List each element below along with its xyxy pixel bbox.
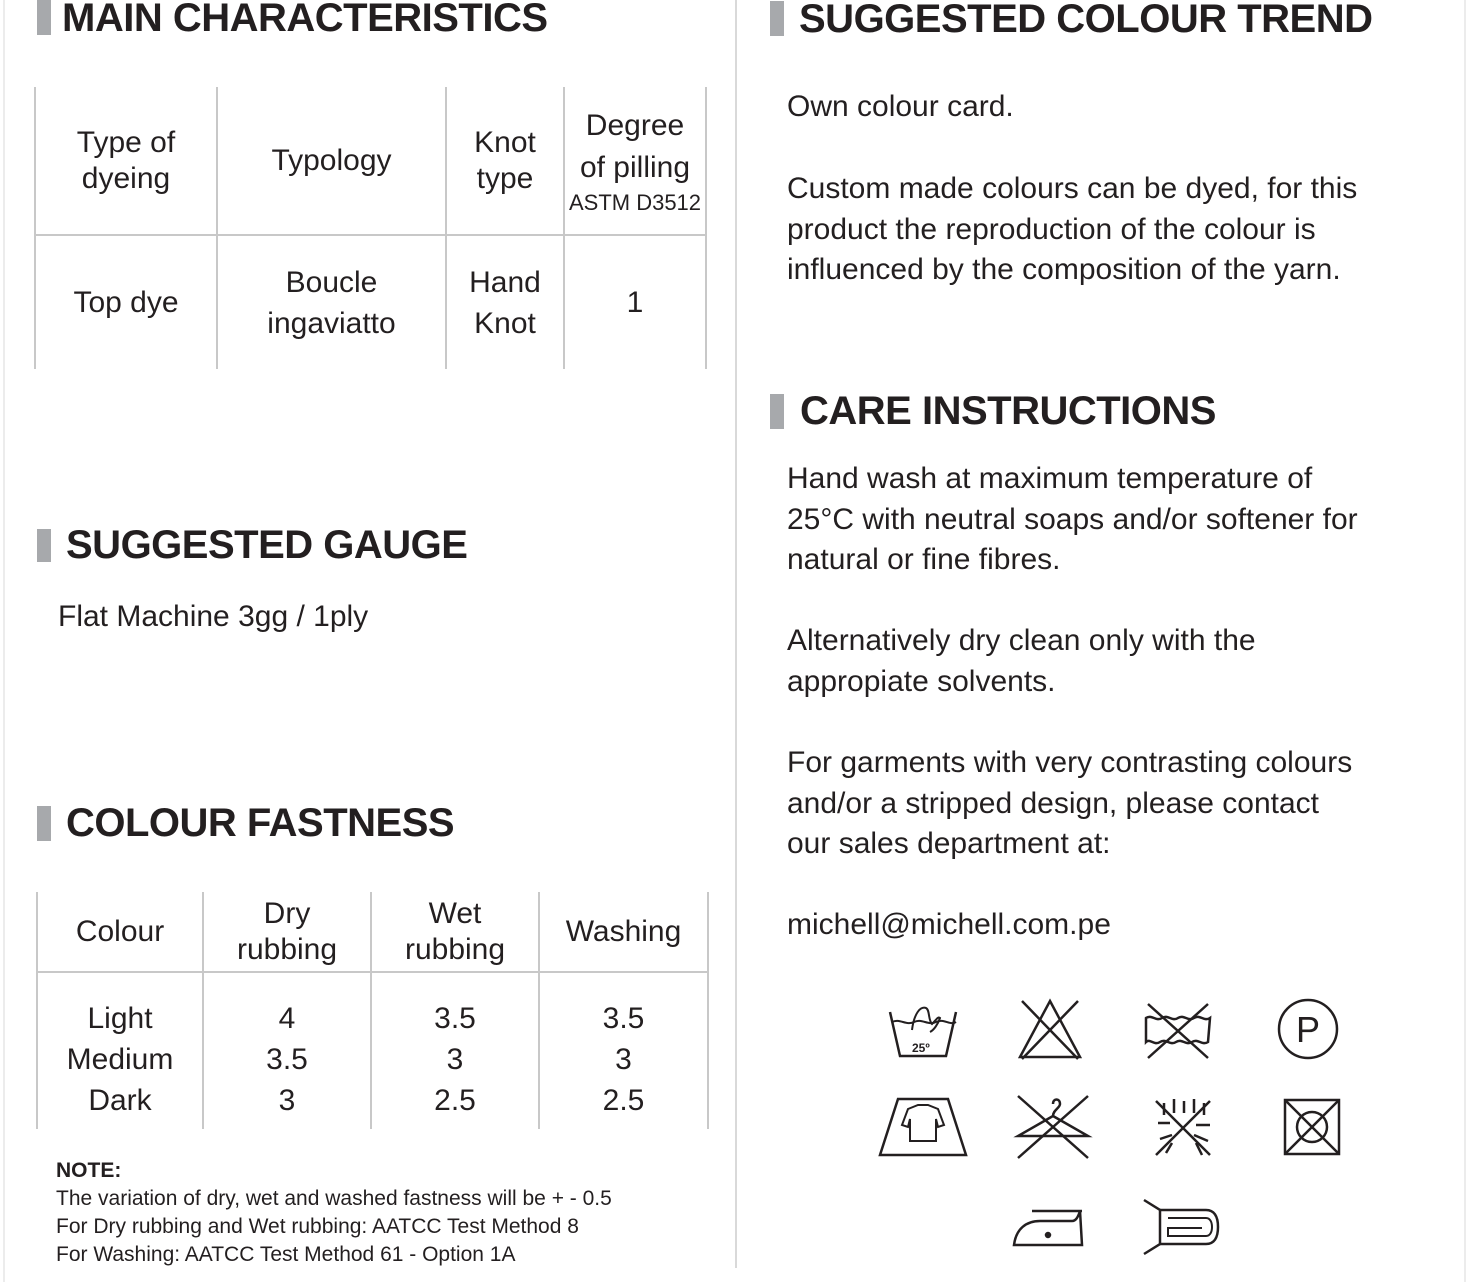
main-characteristics-table xyxy=(34,87,707,369)
fastness-value: 3.5 xyxy=(371,999,539,1039)
column-divider xyxy=(735,0,737,1268)
header-dry-rubbing: Dry rubbing xyxy=(203,892,371,972)
fastness-colour: Medium xyxy=(37,1039,203,1080)
care-line: and/or a stripped design, please contact xyxy=(787,787,1320,820)
wash-temperature-label: 25º xyxy=(912,1041,930,1055)
custom-colour-line: Custom made colours can be dyed, for this xyxy=(787,172,1358,205)
right-page-edge xyxy=(1464,0,1466,1282)
title-marker xyxy=(37,0,51,35)
header-colour: Colour xyxy=(37,892,203,972)
fastness-value: 2.5 xyxy=(539,1080,708,1121)
note-line: The variation of dry, wet and washed fastness will be + - 0.5 xyxy=(56,1187,612,1210)
fastness-value: 2.5 xyxy=(371,1080,539,1121)
note-label: NOTE: xyxy=(56,1159,122,1182)
gauge-text: Flat Machine 3gg / 1ply xyxy=(58,600,369,633)
do-not-brush-icon xyxy=(1150,1095,1216,1161)
do-not-tumble-dry-icon xyxy=(1281,1096,1343,1158)
fastness-colour: Light xyxy=(37,999,203,1039)
pilling-standard: ASTM D3512 xyxy=(568,189,702,215)
care-line: our sales department at: xyxy=(787,827,1111,860)
header-washing: Washing xyxy=(539,892,708,972)
header-knot-type: Knot type xyxy=(446,87,564,235)
custom-colour-line: product the reproduction of the colour is xyxy=(787,213,1316,246)
custom-colour-line: influenced by the composition of the yarn. xyxy=(787,253,1341,286)
cell-knot-type: Hand Knot xyxy=(446,235,564,369)
colour-card-text: Own colour card. xyxy=(787,90,1014,123)
header-wet-rubbing: Wet rubbing xyxy=(371,892,539,972)
header-typology: Typology xyxy=(217,87,446,235)
care-line: For garments with very contrasting colours xyxy=(787,746,1353,779)
title-marker xyxy=(37,806,51,841)
header-degree-of-pilling xyxy=(564,87,706,235)
colour-fastness-table xyxy=(36,892,709,1129)
cell-degree-of-pilling: 1 xyxy=(564,235,706,369)
note-line: For Dry rubbing and Wet rubbing: AATCC Test Method 8 xyxy=(56,1215,579,1238)
suggested-colour-trend-title: SUGGESTED COLOUR TREND xyxy=(799,0,1373,41)
care-line: natural or fine fibres. xyxy=(787,543,1061,576)
do-not-wring-icon xyxy=(1142,1000,1214,1060)
dry-flat-icon xyxy=(878,1095,968,1159)
main-characteristics-title: MAIN CHARACTERISTICS xyxy=(62,0,548,40)
cell-type-of-dyeing: Top dye xyxy=(35,235,217,369)
dry-in-shade-icon xyxy=(1140,1196,1222,1258)
sales-email: michell@michell.com.pe xyxy=(787,908,1111,941)
suggested-gauge-title: SUGGESTED GAUGE xyxy=(66,523,468,567)
dry-clean-p-icon xyxy=(1276,997,1340,1061)
note-line: For Washing: AATCC Test Method 61 - Option 1A xyxy=(56,1243,516,1266)
fastness-value: 3.5 xyxy=(539,999,708,1039)
degree-of-pilling-label: Degree of pilling xyxy=(579,108,691,184)
care-instructions-title: CARE INSTRUCTIONS xyxy=(800,389,1216,433)
do-not-bleach-icon xyxy=(1016,997,1084,1061)
colour-fastness-title: COLOUR FASTNESS xyxy=(66,801,455,845)
left-page-edge xyxy=(3,0,5,1282)
title-marker xyxy=(770,1,784,36)
care-line: Hand wash at maximum temperature of xyxy=(787,462,1313,495)
cell-typology: Boucle ingaviatto xyxy=(217,235,446,369)
care-line: 25°C with neutral soaps and/or softener for xyxy=(787,503,1358,536)
svg-text:P: P xyxy=(1296,1009,1321,1050)
fastness-value: 3 xyxy=(539,1039,708,1080)
care-line: appropiate solvents. xyxy=(787,665,1056,698)
hand-wash-25-icon xyxy=(886,1000,960,1060)
iron-low-icon xyxy=(1010,1205,1086,1249)
do-not-hang-dry-icon xyxy=(1012,1092,1094,1162)
fastness-value: 3 xyxy=(203,1080,371,1121)
care-line: Alternatively dry clean only with the xyxy=(787,624,1256,657)
fastness-value: 4 xyxy=(203,999,371,1039)
fastness-colour: Dark xyxy=(37,1080,203,1121)
fastness-note xyxy=(56,1157,612,1269)
fastness-value: 3 xyxy=(371,1039,539,1080)
fastness-value: 3.5 xyxy=(203,1039,371,1080)
header-type-of-dyeing: Type of dyeing xyxy=(35,87,217,235)
title-marker xyxy=(37,529,51,562)
title-marker xyxy=(770,394,784,429)
